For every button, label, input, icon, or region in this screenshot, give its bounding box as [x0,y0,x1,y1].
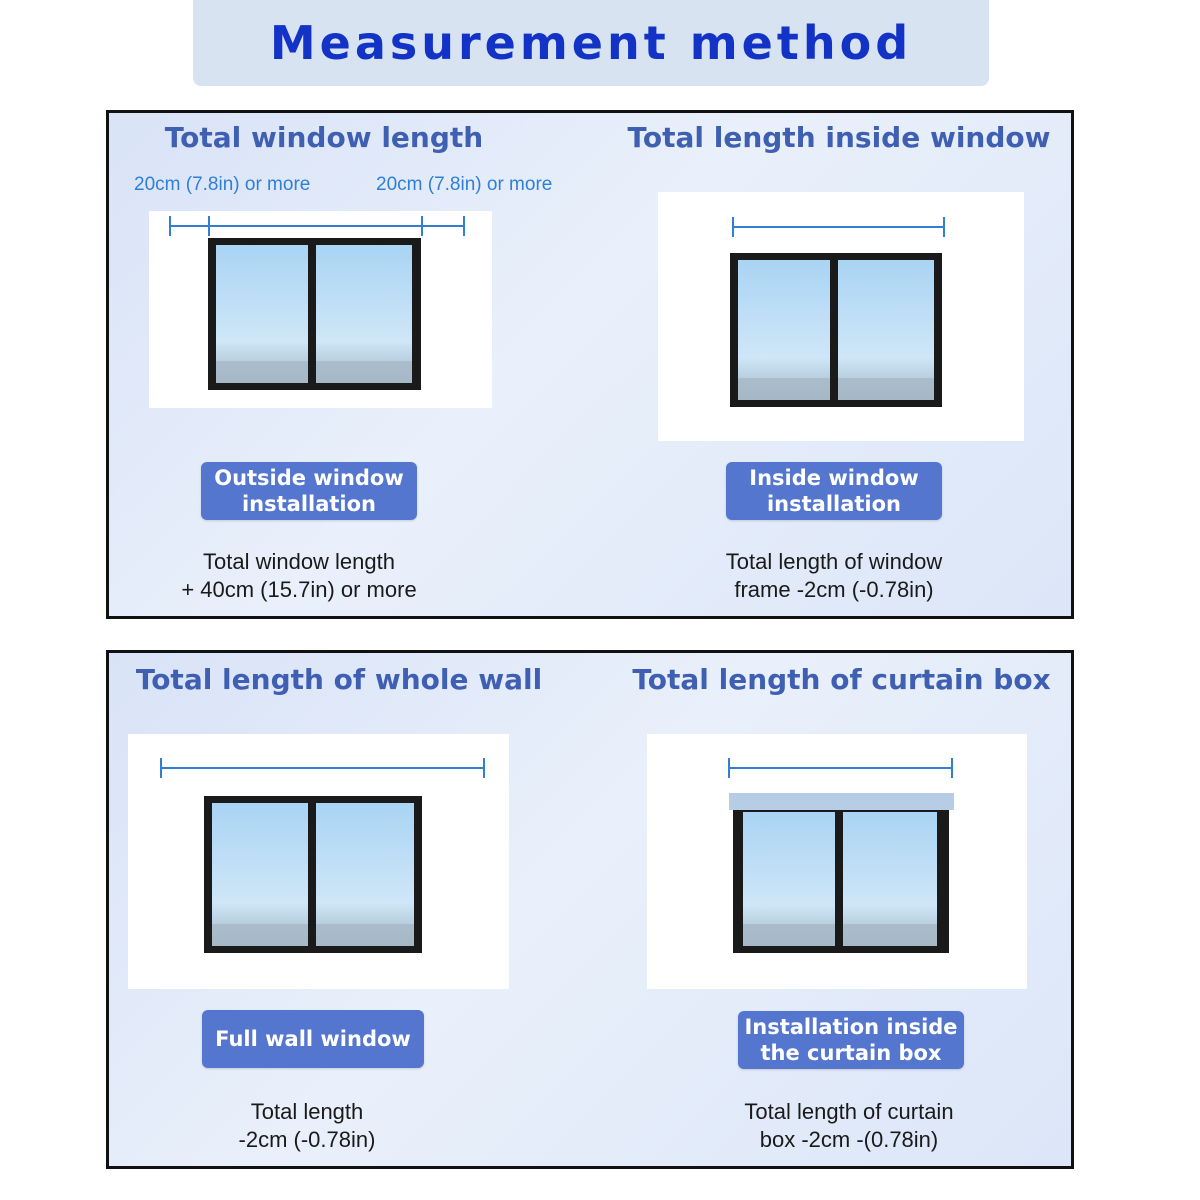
badge-full-wall-window: Full wall window [202,1010,424,1068]
badge-outside-window-installation: Outside window installation [201,462,417,520]
badge-installation-inside-curtain-box: Installation inside the curtain box [738,1011,964,1069]
curtain-box-diagram [647,734,1027,989]
section-title-total-length-inside-window: Total length inside window [627,121,1051,154]
section-title-total-length-of-whole-wall: Total length of whole wall [135,663,543,696]
dimension-label-right: 20cm (7.8in) or more [376,174,553,195]
section-title-total-window-length: Total window length [164,121,484,154]
section-title-total-length-of-curtain-box: Total length of curtain box [632,663,1051,696]
panel-wall-measurement [106,650,1074,1169]
whole-wall-diagram [128,734,509,989]
title-banner [193,0,989,86]
description-curtain-box: Total length of curtain box -2cm -(0.78in) [744,1099,954,1152]
inside-window-diagram [658,192,1024,441]
description-full-wall: Total length -2cm (-0.78in) [238,1099,376,1152]
window-illustration [128,734,509,989]
description-outside-window: Total window length + 40cm (15.7in) or more [181,549,417,602]
panel-window-measurement [106,110,1074,619]
window-illustration [658,192,1024,441]
outside-dimension-line [164,211,474,241]
page-title: Measurement method [269,16,913,70]
badge-inside-window-installation: Inside window installation [726,462,942,520]
description-inside-window: Total length of window frame -2cm (-0.78in) [725,549,943,602]
window-illustration [647,734,1027,989]
dimension-label-left: 20cm (7.8in) or more [134,174,311,195]
